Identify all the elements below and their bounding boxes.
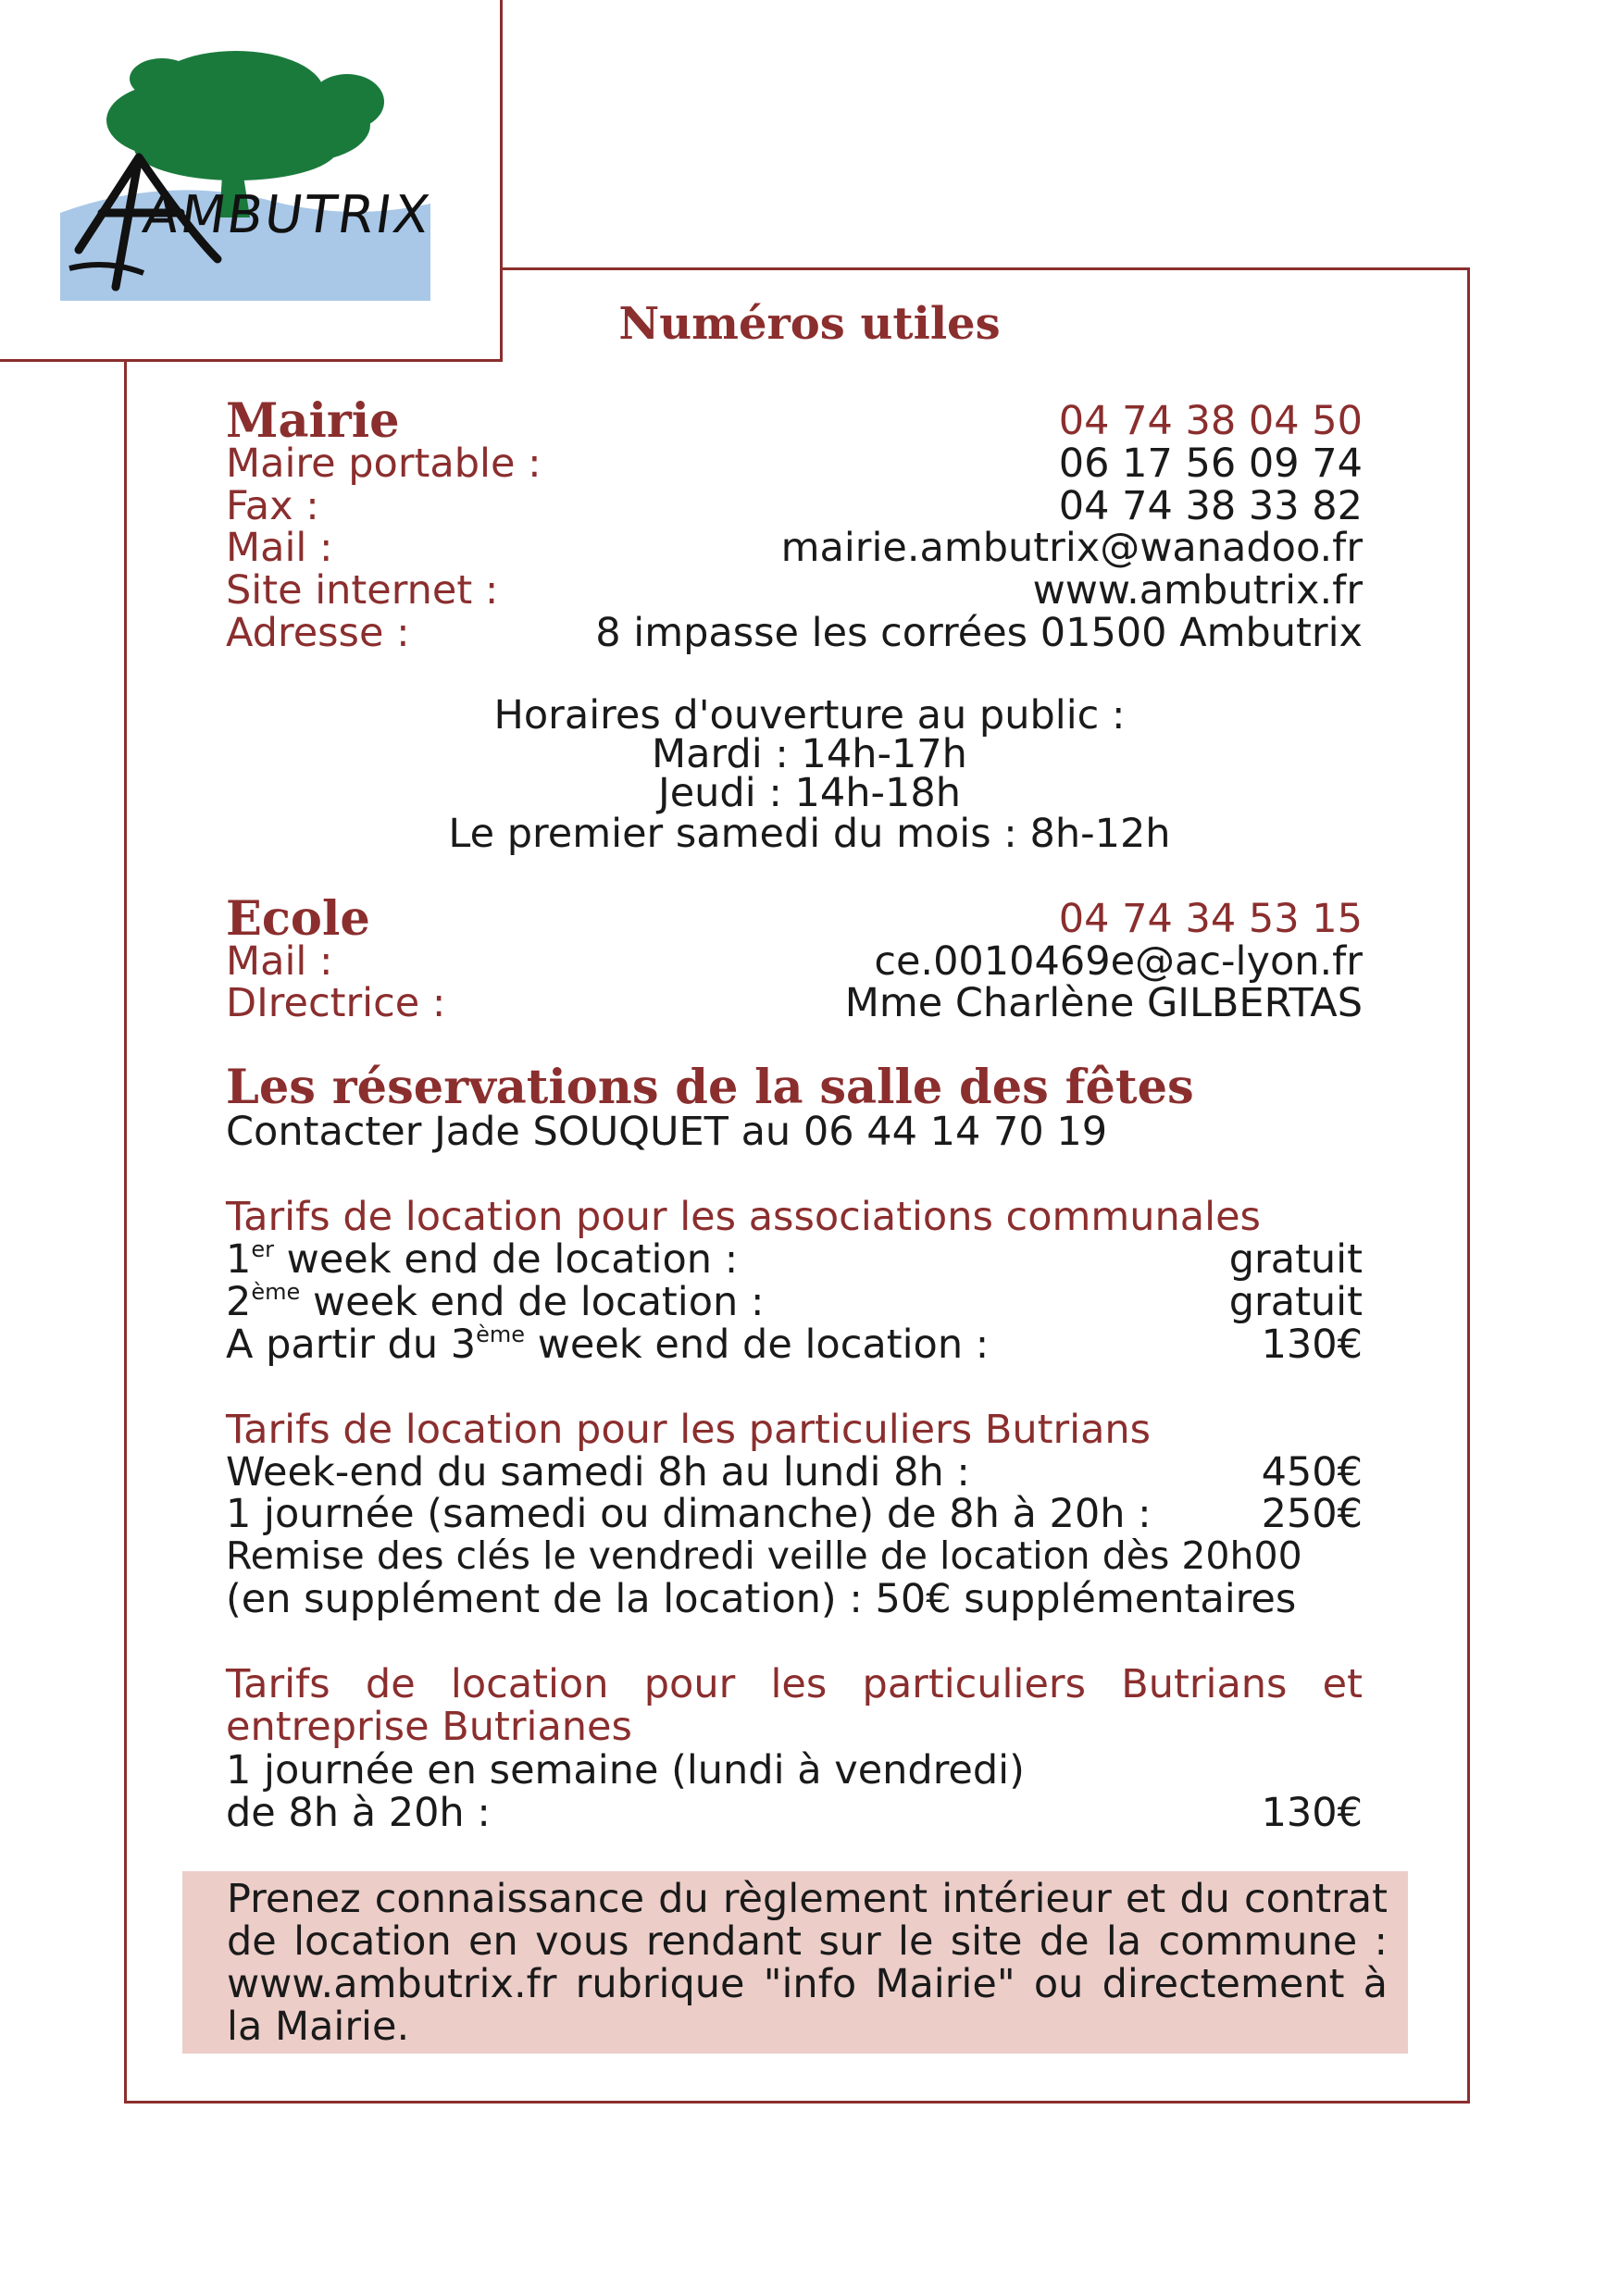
row-value: 8 impasse les corrées 01500 Ambutrix	[595, 610, 1363, 656]
particuliers-title: Tarifs de location pour les particuliers Butrians	[226, 1407, 1152, 1453]
entreprise-row	[226, 1790, 1363, 1836]
particuliers-row	[226, 1491, 1363, 1537]
mairie-row	[226, 441, 1363, 487]
row-value: mairie.ambutrix@wanadoo.fr	[780, 525, 1363, 571]
row-label: week end de location :	[274, 1236, 739, 1283]
row-label: A partir du 3	[226, 1322, 477, 1368]
row-label: Mail :	[226, 938, 333, 985]
assoc-row	[226, 1279, 1363, 1325]
salle-contact: Contacter Jade SOUQUET au 06 44 14 70 19	[226, 1109, 1108, 1155]
row-label: Site internet :	[226, 567, 499, 614]
particuliers-row	[226, 1449, 1363, 1496]
ecole-heading: Ecole	[226, 891, 370, 947]
page-title: Numéros utiles	[618, 298, 1001, 350]
row-label: 1	[226, 1236, 252, 1283]
mairie-row	[226, 525, 1363, 571]
row-label: de 8h à 20h :	[226, 1790, 491, 1836]
row-label: week end de location :	[300, 1279, 765, 1325]
ecole-phone-row	[226, 896, 1363, 942]
row-value: gratuit	[1228, 1236, 1363, 1283]
row-value: www.ambutrix.fr	[1032, 567, 1363, 614]
mairie-phone-row	[226, 398, 1363, 444]
row-label: week end de location :	[525, 1322, 990, 1368]
mairie-row	[226, 483, 1363, 529]
ambutrix-logo	[51, 37, 440, 315]
row-value: 04 74 38 33 82	[1058, 483, 1363, 529]
row-label: Fax :	[226, 483, 319, 529]
logo-text: AMBUTRIX	[139, 185, 435, 245]
assoc-title: Tarifs de location pour les associations communales	[226, 1194, 1261, 1240]
ecole-row	[226, 980, 1363, 1026]
ordinal-sup: ème	[476, 1322, 526, 1347]
hours-line: Le premier samedi du mois : 8h-12h	[448, 811, 1171, 857]
entreprise-title: Tarifs de location pour les particuliers Butrians et entreprise Butrianes	[226, 1661, 1363, 1750]
assoc-row	[226, 1322, 1363, 1368]
ecole-phone: 04 74 34 53 15	[1058, 896, 1363, 942]
row-label: 2	[226, 1279, 252, 1325]
notice-box	[182, 1871, 1408, 2054]
mairie-row	[226, 567, 1363, 614]
entreprise-line: 1 journée en semaine (lundi à vendredi)	[226, 1747, 1025, 1793]
notice-text: Prenez connaissance du règlement intérieur et du contrat de location en vous rendant sur le site de la commune : www.ambutrix.fr rubrique "info Mairie" ou directement à la Mairie.	[227, 1876, 1388, 2050]
row-value: 450€	[1261, 1449, 1363, 1496]
row-label: Maire portable :	[226, 441, 542, 487]
ordinal-sup: er	[251, 1236, 274, 1262]
particuliers-note: (en supplément de la location) : 50€ supplémentaires	[226, 1576, 1297, 1622]
row-value: 130€	[1261, 1790, 1363, 1836]
row-value: gratuit	[1228, 1279, 1363, 1325]
mairie-phone: 04 74 38 04 50	[1058, 398, 1363, 444]
assoc-row	[226, 1236, 1363, 1283]
ecole-row	[226, 938, 1363, 985]
row-label: Week-end du samedi 8h au lundi 8h :	[226, 1449, 970, 1496]
hours-title: Horaires d'ouverture au public :	[493, 692, 1126, 738]
ordinal-sup: ème	[251, 1279, 301, 1305]
row-label: Mail :	[226, 525, 333, 571]
mairie-heading: Mairie	[226, 393, 400, 449]
row-value: 06 17 56 09 74	[1058, 441, 1363, 487]
row-value: ce.0010469e@ac-lyon.fr	[874, 938, 1363, 985]
salle-heading: Les réservations de la salle des fêtes	[226, 1060, 1194, 1115]
row-label: Adresse :	[226, 610, 410, 656]
row-value: 250€	[1261, 1491, 1363, 1537]
particuliers-note: Remise des clés le vendredi veille de location dès 20h00	[226, 1533, 1302, 1578]
hours-line: Mardi : 14h-17h	[652, 731, 967, 777]
logo-box	[0, 0, 503, 362]
row-label: 1 journée (samedi ou dimanche) de 8h à 20h :	[226, 1491, 1152, 1537]
row-value: 130€	[1261, 1322, 1363, 1368]
mairie-row	[226, 610, 1363, 656]
row-value: Mme Charlène GILBERTAS	[844, 980, 1363, 1026]
row-label: DIrectrice :	[226, 980, 446, 1026]
hours-line: Jeudi : 14h-18h	[658, 770, 961, 816]
